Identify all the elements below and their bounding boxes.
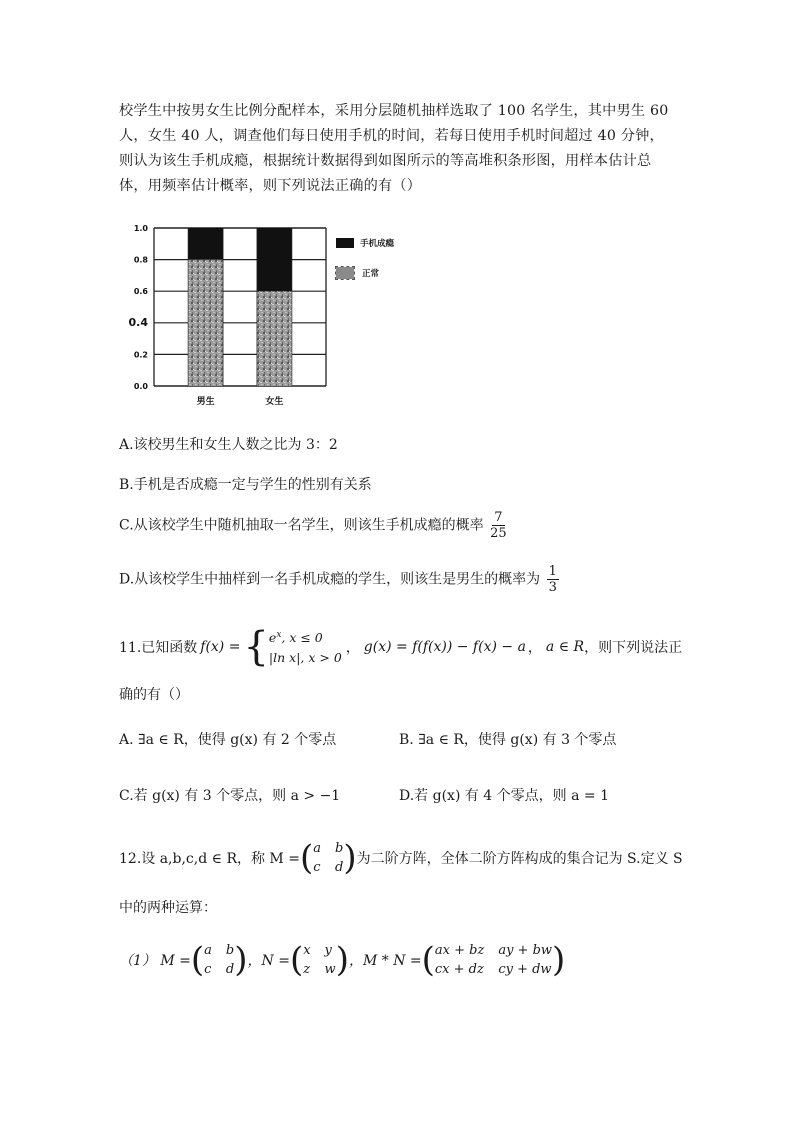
q10-option-c-text: C.从该校学生中随机抽取一名学生，则该生手机成瘾的概率 xyxy=(119,517,484,534)
q12-stem-line2: 中的两种运算： xyxy=(119,900,217,916)
q10-option-c xyxy=(119,510,507,541)
q12-op1-label: （1） M = xyxy=(119,953,191,969)
q10-option-d-fraction xyxy=(547,564,559,595)
x-category-label: 男生 xyxy=(196,397,215,407)
q10-option-c-denominator: 25 xyxy=(490,526,507,541)
chart-x-labels xyxy=(197,395,284,407)
legend-item-normal xyxy=(336,266,394,280)
chart-grid xyxy=(154,228,326,386)
q10-option-d-denominator: 3 xyxy=(548,580,557,595)
q11-option-a: A. ∃a ∈ R，使得 g(x) 有 2 个零点 xyxy=(119,732,337,748)
q11-case-1 xyxy=(269,625,342,648)
q12-matrix-m xyxy=(313,841,343,875)
q12-mn-rparen: ) xyxy=(552,940,566,980)
q10-option-b: B.手机是否成瘾一定与学生的性别有关系 xyxy=(119,477,372,493)
q12-m-d: d xyxy=(334,860,344,875)
q11-stem: 11.已知函数 f (x) = { $e^x$, x ≤ 0 |ln x|, x > 0 ， g(x) = f(f(x)) − f(x) − a ， a ∈ R ，则下列说法正 xyxy=(119,623,683,670)
q11-cases xyxy=(269,625,342,668)
bar-normal xyxy=(257,291,291,386)
y-tick-label: 0.6 xyxy=(133,287,148,297)
q10-option-c-fraction xyxy=(490,510,507,541)
legend-label-normal: 正常 xyxy=(362,269,380,279)
q12-n-rparen: ) xyxy=(335,940,349,980)
q11-f-name: f xyxy=(200,638,206,655)
q12-op1-m-d: d xyxy=(225,962,235,977)
q12-op1-m-b: b xyxy=(225,943,235,958)
legend-swatch-addicted xyxy=(336,238,354,248)
q12-n-x: x xyxy=(303,943,311,958)
q11-stem-line2: 确的有（） xyxy=(119,687,189,703)
q12-mn-22: cy + dw xyxy=(498,962,552,977)
q11-case-1-base: e xyxy=(268,630,277,646)
q12-matrix-mn xyxy=(435,943,552,977)
chart-bars xyxy=(188,228,291,386)
q12-n-lparen: ( xyxy=(289,940,304,980)
q12-mn-12: ay + bw xyxy=(498,943,553,958)
q12-m-left-paren: ( xyxy=(299,838,314,878)
legend-swatch-normal xyxy=(336,267,354,279)
q11-option-b: B. ∃a ∈ R，使得 g(x) 有 3 个零点 xyxy=(399,732,617,748)
q12-op1-m-c: c xyxy=(204,962,212,977)
bar-normal xyxy=(188,260,222,386)
q10-option-d-text: D.从该校学生中抽样到一名手机成瘾的学生，则该生是男生的概率为 xyxy=(119,571,541,588)
q12-mid: 为二阶方阵，全体二阶方阵构成的集合记为 S.定义 S xyxy=(356,851,683,867)
q12-n-y: y xyxy=(324,943,332,958)
q12-op1-m-rparen: ) xyxy=(234,940,248,980)
q11-option-d: D.若 g(x) 有 4 个零点，则 a = 1 xyxy=(399,788,609,804)
y-tick-label: 0.2 xyxy=(133,350,148,360)
chart-y-tick-labels xyxy=(129,224,149,391)
q11-case-2: |ln x|, x > 0 xyxy=(268,650,342,666)
q12-op1-m-lparen: ( xyxy=(190,940,205,980)
q11-a-domain: a ∈ R xyxy=(545,638,585,655)
q10-option-c-numerator: 7 xyxy=(494,510,503,525)
q10-option-d-numerator: 1 xyxy=(548,564,557,579)
y-tick-label: 0.0 xyxy=(133,382,148,391)
q12-mn-label: ，M * N = xyxy=(348,953,422,969)
q12-m-right-paren: ) xyxy=(343,838,357,878)
q12-stem xyxy=(119,838,683,878)
q12-prefix: 12.设 a,b,c,d ∈ R，称 M = xyxy=(119,851,300,867)
q12-operation-1 xyxy=(119,940,565,980)
q11-f-arg: (x) = xyxy=(205,638,241,655)
q12-m-a: a xyxy=(313,841,321,856)
q12-mn-lparen: ( xyxy=(421,940,435,980)
q11-brace: { xyxy=(243,623,269,670)
q11-case-1-exp: x xyxy=(276,630,282,640)
chart-legend xyxy=(336,236,394,280)
legend-label-addicted: 手机成瘾 xyxy=(360,239,395,249)
q11-prefix: 11.已知函数 xyxy=(119,639,198,656)
q11-case-1-cond: , x ≤ 0 xyxy=(281,630,323,646)
q10-option-d xyxy=(119,564,559,595)
x-category-label: 女生 xyxy=(265,397,284,407)
y-tick-label: 1.0 xyxy=(133,224,148,233)
q12-m-b: b xyxy=(334,841,344,856)
q12-op1-m-a: a xyxy=(204,943,212,958)
q12-n-z: z xyxy=(303,962,311,977)
q12-mn-21: cx + dz xyxy=(434,962,484,977)
y-tick-label: 0.4 xyxy=(128,315,148,329)
q10-intro: 校学生中按男女生比例分配样本，采用分层随机抽样选取了 100 名学生，其中男生 60 人，女生 40 人，调查他们每日使用手机的时间，若每日使用手机时间超过 40 分钟，则认为该生手机成瘾，根据统计数据得到如图所示的等高堆积条形图，用样本估计总体，用频率估计概率，则下列说法正确的有（） xyxy=(119,103,669,194)
bar-addicted xyxy=(257,228,291,291)
q12-mn-11: ax + bz xyxy=(434,943,485,958)
q12-op1-matrix-m xyxy=(204,943,234,977)
q11-g-def: g(x) = f(f(x)) − f(x) − a xyxy=(363,638,526,655)
q11-suffix: ，则下列说法正 xyxy=(584,639,683,656)
y-tick-label: 0.8 xyxy=(133,255,148,265)
q10-option-a: A.该校男生和女生人数之比为 3：2 xyxy=(119,437,338,453)
q12-matrix-n xyxy=(303,943,335,977)
q12-n-w: w xyxy=(324,962,336,977)
q12-m-c: c xyxy=(313,860,321,875)
legend-item-addicted xyxy=(336,236,394,250)
bar-addicted xyxy=(188,228,222,260)
q11-option-c: C.若 g(x) 有 3 个零点，则 a > −1 xyxy=(119,788,341,804)
q12-n-label: ，N = xyxy=(247,953,290,969)
